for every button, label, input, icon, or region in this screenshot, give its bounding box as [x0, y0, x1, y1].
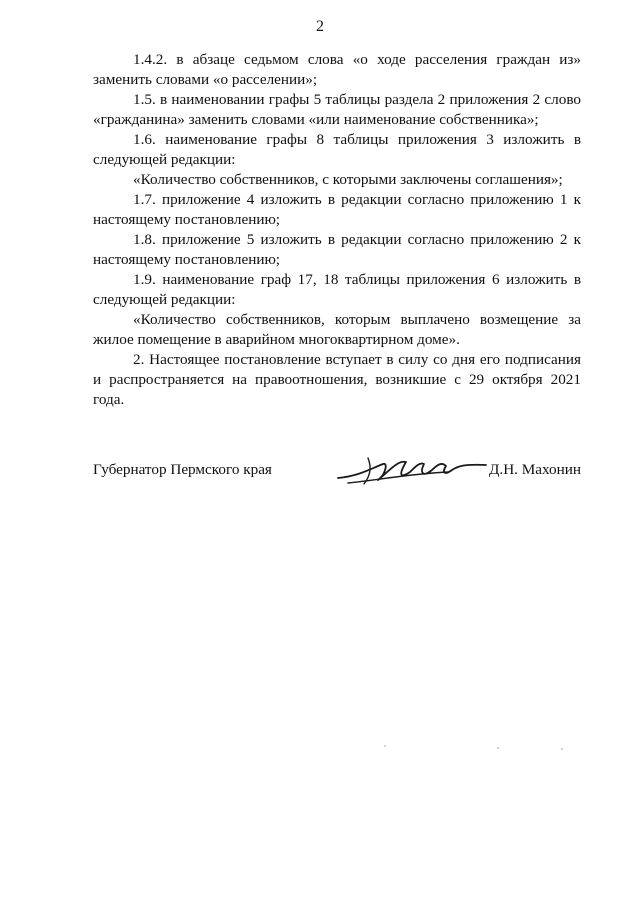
handwritten-signature [328, 450, 488, 490]
paragraph-2: 2. Настоящее постановление вступает в силу со дня его подписания и распространяется на правоотношения, возникшие с 29 октября 2021 года. [93, 351, 581, 408]
document-body [93, 50, 581, 410]
paragraph-1-4-2: 1.4.2. в абзаце седьмом слова «о ходе расселения граждан из» заменить словами «о расселении»; [93, 51, 581, 88]
paragraph-1-7: 1.7. приложение 4 изложить в редакции согласно приложению 1 к настоящему постановлению; [93, 191, 581, 228]
page-number: 2 [316, 18, 324, 35]
signature-block [93, 460, 581, 500]
paragraph-1-9: 1.9. наименование граф 17, 18 таблицы приложения 6 изложить в следующей редакции: [93, 271, 581, 308]
signatory-position: Губернатор Пермского края [93, 461, 272, 478]
signatory-name: Д.Н. Махонин [489, 461, 581, 478]
scan-specks [380, 740, 580, 760]
paragraph-1-9-quote: «Количество собственников, которым выплачено возмещение за жилое помещение в аварийном многоквартирном доме». [93, 311, 581, 348]
paragraph-1-8: 1.8. приложение 5 изложить в редакции согласно приложению 2 к настоящему постановлению; [93, 231, 581, 268]
paragraph-1-6-quote: «Количество собственников, с которыми заключены соглашения»; [133, 171, 563, 188]
paragraph-1-6: 1.6. наименование графы 8 таблицы приложения 3 изложить в следующей редакции: [93, 131, 581, 168]
paragraph-1-5: 1.5. в наименовании графы 5 таблицы раздела 2 приложения 2 слово «гражданина» заменить словами «или наименование собственника»; [93, 91, 581, 128]
